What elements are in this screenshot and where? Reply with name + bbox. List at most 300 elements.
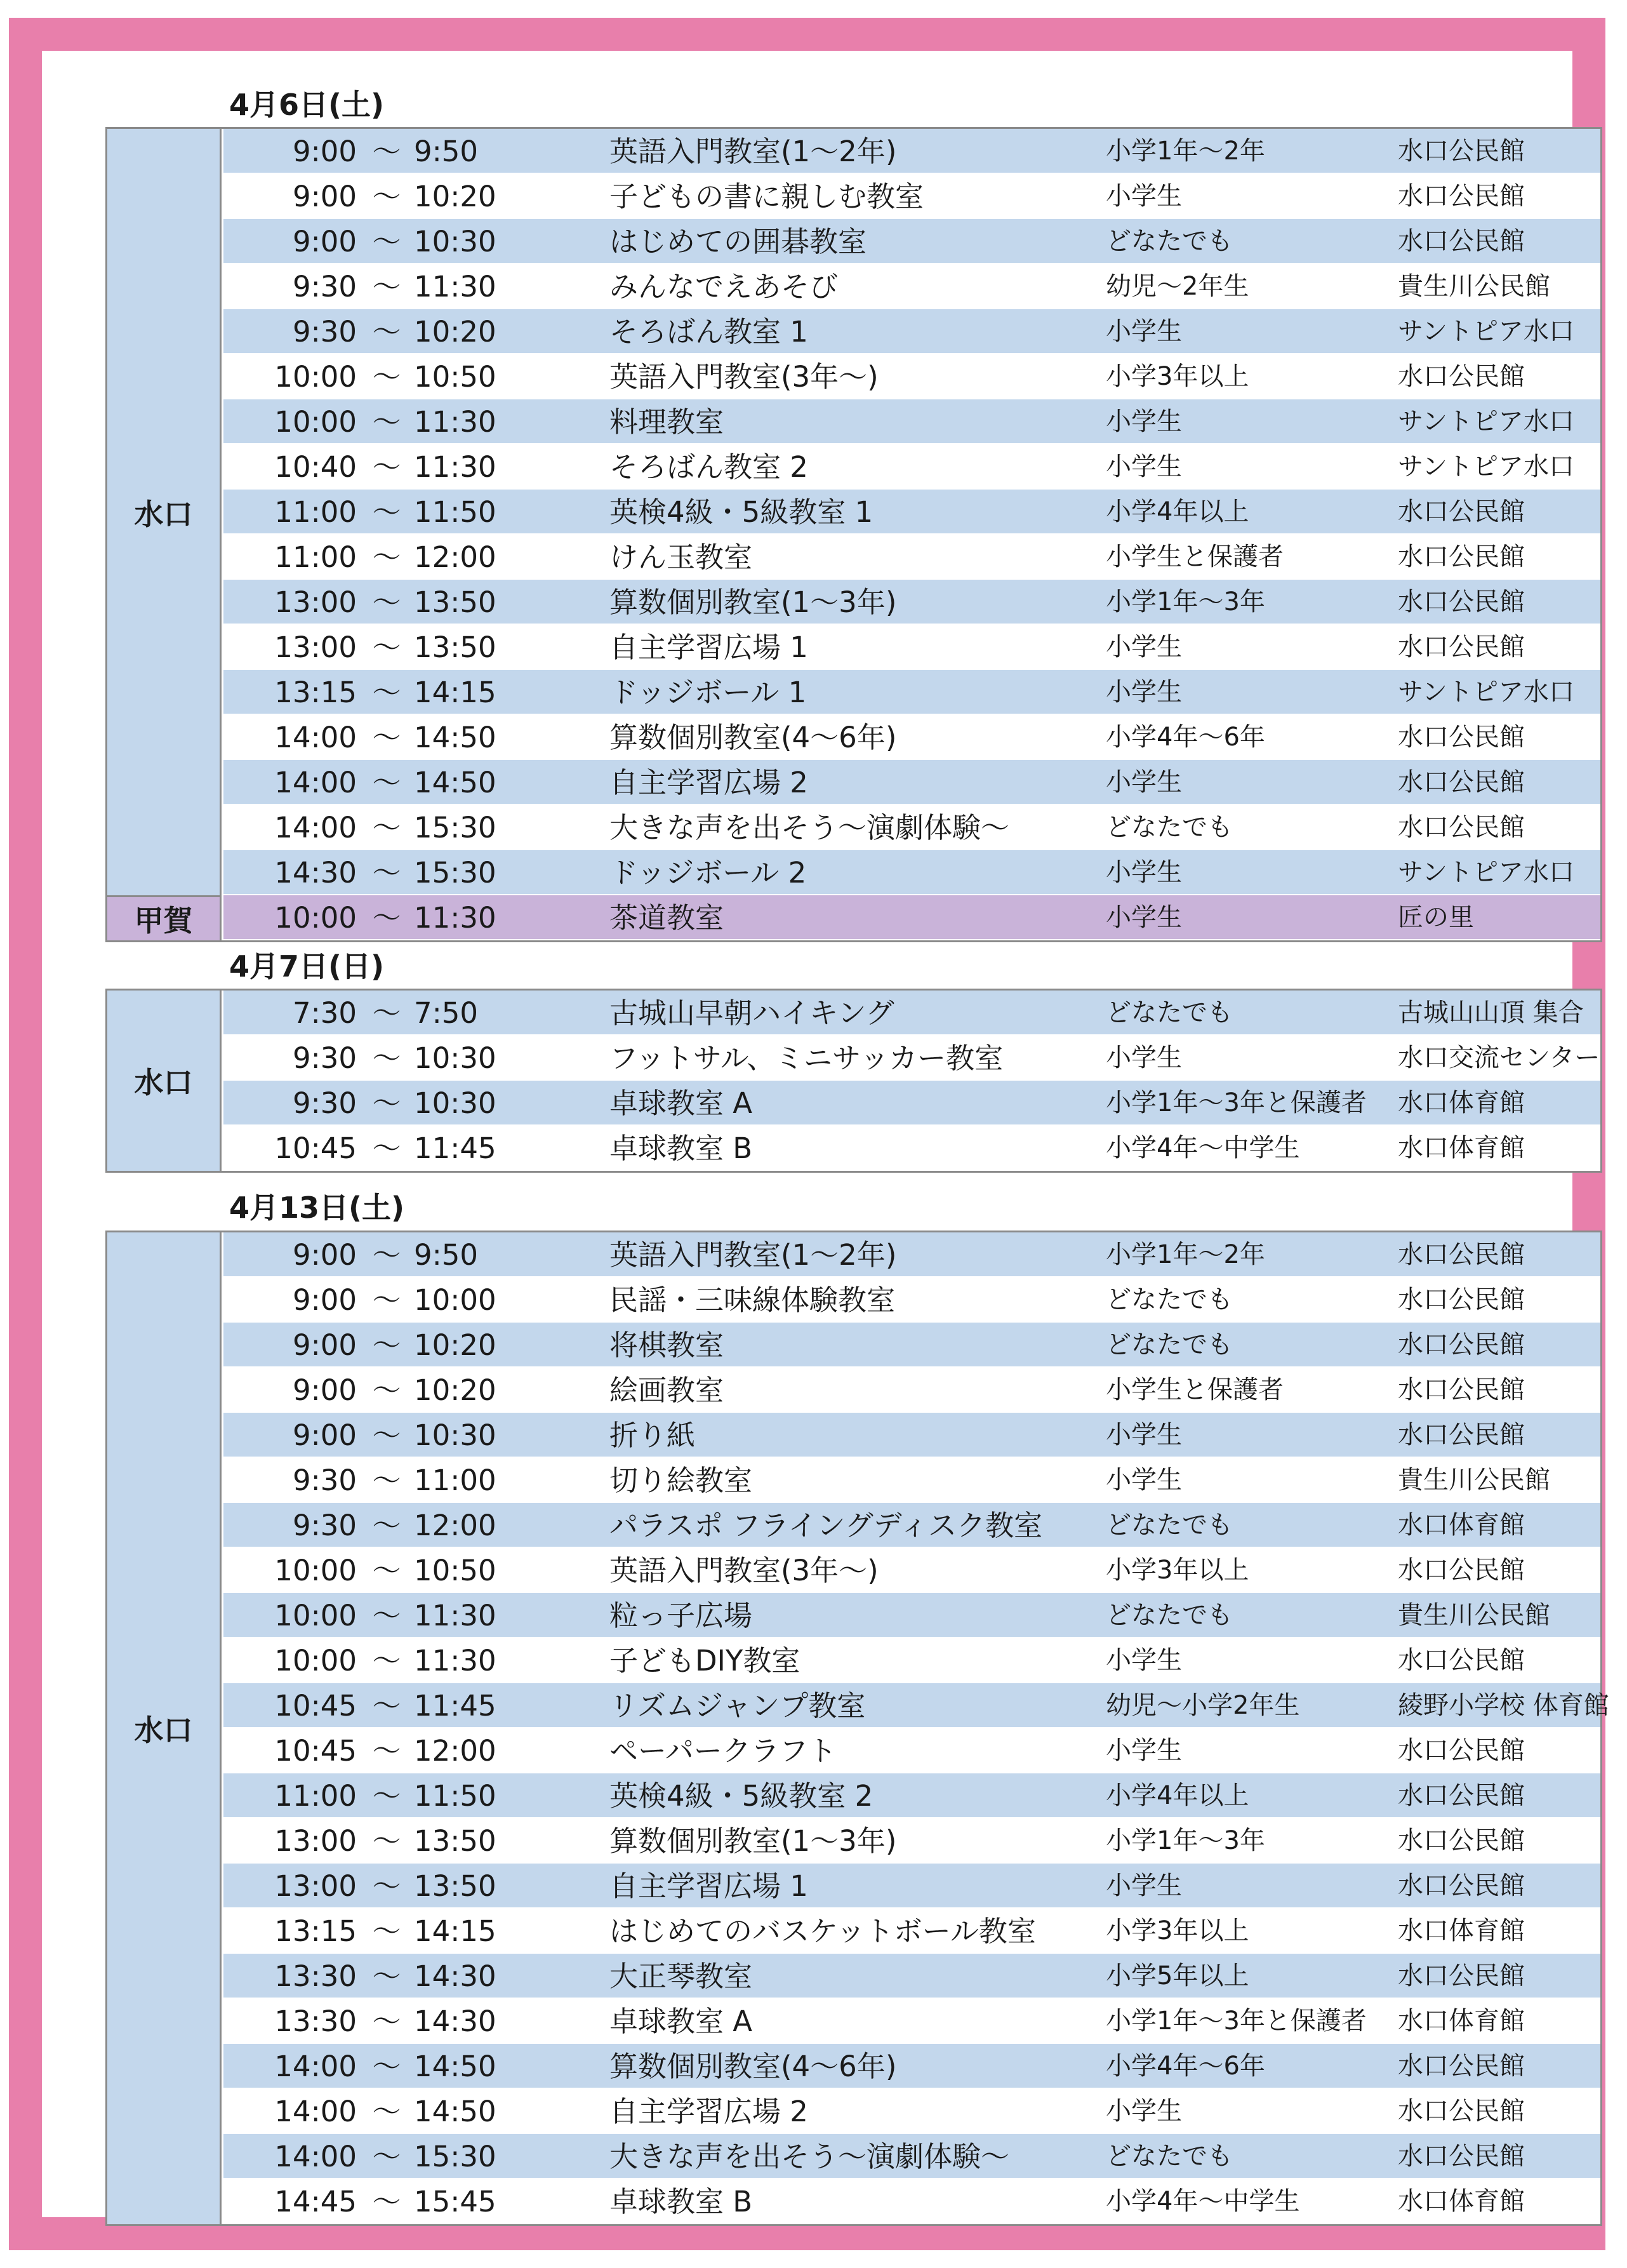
schedule-row xyxy=(223,1413,1600,1458)
event-venue: 水口体育館 xyxy=(1398,2006,1525,2036)
start-time: 9:00 xyxy=(292,1373,357,1407)
time-separator: ～ xyxy=(372,2005,401,2038)
event-venue: 水口公民館 xyxy=(1398,542,1525,571)
event-title: 算数個別教室(4～6年) xyxy=(609,2050,897,2083)
time-separator: ～ xyxy=(372,2050,401,2083)
time-separator: ～ xyxy=(372,405,401,439)
event-target: 小学生 xyxy=(1106,182,1182,211)
time-separator: ～ xyxy=(372,1914,401,1948)
end-time: 11:45 xyxy=(414,1689,496,1723)
end-time: 14:50 xyxy=(414,721,496,754)
start-time: 13:00 xyxy=(274,585,357,619)
end-time: 11:30 xyxy=(414,901,496,935)
start-time: 14:00 xyxy=(274,811,357,844)
end-time: 14:50 xyxy=(414,2095,496,2128)
time-separator: ～ xyxy=(372,1644,401,1678)
schedule-row xyxy=(223,1593,1600,1638)
event-target: 小学4年～6年 xyxy=(1106,2051,1265,2081)
end-time: 13:50 xyxy=(414,1824,496,1858)
time-separator: ～ xyxy=(372,811,401,844)
schedule-table xyxy=(105,989,1602,1173)
start-time: 9:00 xyxy=(292,180,357,213)
event-target: 小学生 xyxy=(1106,1646,1182,1675)
event-venue: 水口公民館 xyxy=(1398,1285,1525,1314)
schedule-row xyxy=(223,1683,1609,1728)
event-venue: 水口公民館 xyxy=(1398,497,1525,526)
event-target: 幼児～2年生 xyxy=(1106,272,1249,301)
time-separator: ～ xyxy=(372,1599,401,1632)
event-venue: 匠の里 xyxy=(1398,903,1474,932)
event-venue: 貴生川公民館 xyxy=(1398,272,1550,301)
start-time: 10:00 xyxy=(274,1644,357,1678)
schedule-row xyxy=(223,1999,1600,2044)
event-venue: 水口公民館 xyxy=(1398,1420,1525,1450)
event-venue: サントピア水口 xyxy=(1398,452,1574,481)
time-separator: ～ xyxy=(372,585,401,619)
time-separator: ～ xyxy=(372,1509,401,1542)
schedule-row xyxy=(223,1728,1600,1773)
event-title: 将棋教室 xyxy=(609,1328,724,1362)
event-venue: 水口公民館 xyxy=(1398,1826,1525,1855)
event-title: 卓球教室 A xyxy=(609,2005,753,2038)
event-target: どなたでも xyxy=(1106,1330,1233,1359)
event-target: 小学生 xyxy=(1106,677,1182,707)
schedule-row xyxy=(223,670,1600,715)
end-time: 11:50 xyxy=(414,1779,496,1813)
schedule-row xyxy=(223,625,1600,670)
region-label: 水口 xyxy=(107,991,222,1171)
end-time: 15:45 xyxy=(414,2185,496,2218)
schedule-row xyxy=(223,805,1600,850)
time-separator: ～ xyxy=(372,1689,401,1723)
event-venue: 水口公民館 xyxy=(1398,723,1525,752)
event-target: 小学生 xyxy=(1106,903,1182,932)
start-time: 10:00 xyxy=(274,1554,357,1587)
event-title: 英語入門教室(3年～) xyxy=(609,1554,879,1587)
end-time: 11:30 xyxy=(414,1644,496,1678)
start-time: 11:00 xyxy=(274,1779,357,1813)
event-venue: 水口公民館 xyxy=(1398,2097,1525,2126)
schedule-row xyxy=(223,1864,1600,1909)
event-target: 小学1年～3年 xyxy=(1106,587,1265,617)
time-separator: ～ xyxy=(372,1238,401,1272)
start-time: 13:30 xyxy=(274,2005,357,2038)
schedule-row xyxy=(223,1818,1600,1864)
end-time: 11:30 xyxy=(414,450,496,484)
event-title: はじめてのバスケットボール教室 xyxy=(609,1914,1036,1948)
start-time: 14:00 xyxy=(274,2140,357,2173)
event-title: はじめての囲碁教室 xyxy=(609,225,867,258)
schedule-row xyxy=(223,715,1600,760)
event-title: 大正琴教室 xyxy=(609,1959,753,1993)
event-target: 小学生と保護者 xyxy=(1106,1375,1284,1404)
schedule-row xyxy=(223,1548,1600,1593)
event-title: 茶道教室 xyxy=(609,901,724,935)
event-venue: 古城山山頂 集合 xyxy=(1398,998,1584,1027)
end-time: 11:30 xyxy=(414,270,496,304)
end-time: 10:00 xyxy=(414,1283,496,1317)
event-target: 小学4年～6年 xyxy=(1106,723,1265,752)
event-target: 小学生と保護者 xyxy=(1106,542,1284,571)
event-target: 小学生 xyxy=(1106,1043,1182,1072)
start-time: 13:00 xyxy=(274,1869,357,1903)
schedule-row xyxy=(223,1232,1600,1277)
start-time: 10:45 xyxy=(274,1131,357,1165)
event-target: 小学生 xyxy=(1106,1420,1182,1450)
time-separator: ～ xyxy=(372,450,401,484)
start-time: 9:00 xyxy=(292,1328,357,1362)
time-separator: ～ xyxy=(372,766,401,799)
time-separator: ～ xyxy=(372,1464,401,1497)
event-title: 自主学習広場 2 xyxy=(609,2095,808,2128)
end-time: 12:00 xyxy=(414,1509,496,1542)
time-separator: ～ xyxy=(372,2140,401,2173)
schedule-row xyxy=(223,1081,1600,1126)
start-time: 10:00 xyxy=(274,360,357,394)
time-separator: ～ xyxy=(372,270,401,304)
event-target: 小学生 xyxy=(1106,2097,1182,2126)
event-target: 小学生 xyxy=(1106,317,1182,346)
event-venue: 水口体育館 xyxy=(1398,1511,1525,1540)
event-target: 小学4年～中学生 xyxy=(1106,2187,1300,2216)
schedule-row xyxy=(223,1909,1600,1954)
end-time: 10:20 xyxy=(414,1373,496,1407)
end-time: 10:30 xyxy=(414,1041,496,1075)
schedule-row xyxy=(223,760,1600,805)
event-title: 料理教室 xyxy=(609,405,724,439)
event-target: どなたでも xyxy=(1106,1511,1233,1540)
schedule-row xyxy=(223,2044,1600,2089)
schedule-row xyxy=(223,219,1600,264)
end-time: 10:20 xyxy=(414,1328,496,1362)
time-separator: ～ xyxy=(372,1554,401,1587)
time-separator: ～ xyxy=(372,1373,401,1407)
region-label: 水口 xyxy=(107,129,222,895)
event-venue: 水口公民館 xyxy=(1398,1646,1525,1675)
schedule-row xyxy=(223,309,1600,354)
time-separator: ～ xyxy=(372,2095,401,2128)
event-venue: 水口公民館 xyxy=(1398,137,1525,166)
event-venue: 水口公民館 xyxy=(1398,1736,1525,1765)
time-separator: ～ xyxy=(372,1824,401,1858)
event-title: 英語入門教室(1～2年) xyxy=(609,135,897,168)
schedule-table xyxy=(105,127,1602,942)
start-time: 13:00 xyxy=(274,630,357,664)
time-separator: ～ xyxy=(372,180,401,213)
end-time: 10:20 xyxy=(414,315,496,349)
event-venue: 水口公民館 xyxy=(1398,587,1525,617)
end-time: 14:15 xyxy=(414,1914,496,1948)
start-time: 9:30 xyxy=(292,1041,357,1075)
event-title: ドッジボール 1 xyxy=(609,676,807,709)
event-title: けん玉教室 xyxy=(609,540,753,574)
time-separator: ～ xyxy=(372,540,401,574)
start-time: 10:00 xyxy=(274,405,357,439)
end-time: 13:50 xyxy=(414,585,496,619)
event-target: 小学生 xyxy=(1106,1736,1182,1765)
start-time: 14:00 xyxy=(274,721,357,754)
time-separator: ～ xyxy=(372,1131,401,1165)
schedule-row xyxy=(223,264,1600,309)
end-time: 15:30 xyxy=(414,856,496,890)
end-time: 14:30 xyxy=(414,1959,496,1993)
end-time: 10:20 xyxy=(414,180,496,213)
event-title: 卓球教室 A xyxy=(609,1086,753,1120)
time-separator: ～ xyxy=(372,996,401,1030)
end-time: 10:30 xyxy=(414,1418,496,1452)
schedule-row xyxy=(223,1458,1600,1503)
event-title: ペーパークラフト xyxy=(609,1734,837,1768)
end-time: 15:30 xyxy=(414,811,496,844)
event-venue: 水口公民館 xyxy=(1398,1961,1525,1991)
event-venue: 水口公民館 xyxy=(1398,2051,1525,2081)
start-time: 13:00 xyxy=(274,1824,357,1858)
end-time: 7:50 xyxy=(414,996,479,1030)
time-separator: ～ xyxy=(372,1869,401,1903)
event-target: どなたでも xyxy=(1106,1285,1233,1314)
schedule-row xyxy=(223,129,1600,174)
event-venue: 水口公民館 xyxy=(1398,1240,1525,1269)
schedule-table xyxy=(105,1231,1609,2226)
event-venue: 水口体育館 xyxy=(1398,2187,1525,2216)
event-target: 小学生 xyxy=(1106,768,1182,797)
date-heading: 4月7日(日) xyxy=(229,949,385,984)
schedule-row xyxy=(223,535,1600,580)
event-target: どなたでも xyxy=(1106,227,1233,256)
end-time: 11:30 xyxy=(414,405,496,439)
end-time: 11:45 xyxy=(414,1131,496,1165)
schedule-row xyxy=(223,1368,1600,1413)
event-title: 算数個別教室(4～6年) xyxy=(609,721,897,754)
event-target: 小学3年以上 xyxy=(1106,1916,1249,1945)
start-time: 9:00 xyxy=(292,1283,357,1317)
event-target: どなたでも xyxy=(1106,998,1233,1027)
page-frame xyxy=(9,18,1609,2250)
event-target: 小学1年～2年 xyxy=(1106,1240,1265,1269)
event-target: 小学5年以上 xyxy=(1106,1961,1249,1991)
event-venue: 水口公民館 xyxy=(1398,1556,1525,1585)
start-time: 11:00 xyxy=(274,540,357,574)
region-label: 甲賀 xyxy=(107,895,222,940)
event-title: 大きな声を出そう～演劇体験～ xyxy=(609,2140,1010,2173)
schedule-row xyxy=(223,580,1600,625)
event-venue: 水口公民館 xyxy=(1398,1330,1525,1359)
event-title: みんなでえあそび xyxy=(609,270,839,304)
end-time: 14:15 xyxy=(414,676,496,709)
time-separator: ～ xyxy=(372,721,401,754)
end-time: 11:50 xyxy=(414,495,496,529)
event-venue: 綾野小学校 体育館 xyxy=(1398,1691,1609,1720)
event-title: フットサル、ミニサッカー教室 xyxy=(609,1041,1004,1075)
event-venue: 水口公民館 xyxy=(1398,632,1525,662)
schedule-row xyxy=(223,895,1600,940)
time-separator: ～ xyxy=(372,1041,401,1075)
event-venue: 水口公民館 xyxy=(1398,362,1525,391)
event-venue: 貴生川公民館 xyxy=(1398,1465,1550,1495)
end-time: 10:50 xyxy=(414,1554,496,1587)
end-time: 10:50 xyxy=(414,360,496,394)
event-target: 小学4年以上 xyxy=(1106,497,1249,526)
end-time: 12:00 xyxy=(414,540,496,574)
end-time: 9:50 xyxy=(414,1238,479,1272)
event-target: 小学1年～3年と保護者 xyxy=(1106,2006,1367,2036)
event-venue: 水口公民館 xyxy=(1398,182,1525,211)
event-title: そろばん教室 1 xyxy=(609,315,808,349)
start-time: 14:00 xyxy=(274,766,357,799)
end-time: 14:50 xyxy=(414,766,496,799)
event-venue: 水口公民館 xyxy=(1398,1375,1525,1404)
event-venue: 水口公民館 xyxy=(1398,813,1525,842)
event-target: 小学4年～中学生 xyxy=(1106,1133,1300,1163)
start-time: 10:40 xyxy=(274,450,357,484)
schedule-row xyxy=(223,1503,1600,1548)
time-separator: ～ xyxy=(372,135,401,168)
schedule-row xyxy=(223,2089,1600,2134)
start-time: 14:45 xyxy=(274,2185,357,2218)
start-time: 9:30 xyxy=(292,1464,357,1497)
event-title: 英語入門教室(3年～) xyxy=(609,360,879,394)
event-target: どなたでも xyxy=(1106,1601,1233,1630)
event-target: 小学生 xyxy=(1106,452,1182,481)
start-time: 13:30 xyxy=(274,1959,357,1993)
start-time: 10:45 xyxy=(274,1734,357,1768)
schedule-row xyxy=(223,1126,1600,1171)
event-venue: 水口公民館 xyxy=(1398,227,1525,256)
event-title: 絵画教室 xyxy=(609,1373,724,1407)
end-time: 9:50 xyxy=(414,135,479,168)
event-title: そろばん教室 2 xyxy=(609,450,808,484)
end-time: 11:00 xyxy=(414,1464,496,1497)
schedule-row xyxy=(223,1323,1600,1368)
schedule-row xyxy=(223,174,1600,219)
schedule-row xyxy=(223,444,1600,490)
schedule-row xyxy=(223,1954,1600,1999)
event-target: 小学生 xyxy=(1106,858,1182,887)
event-venue: サントピア水口 xyxy=(1398,677,1574,707)
event-title: 切り絵教室 xyxy=(609,1464,753,1497)
time-separator: ～ xyxy=(372,676,401,709)
event-venue: 水口交流センター xyxy=(1398,1043,1600,1072)
end-time: 12:00 xyxy=(414,1734,496,1768)
end-time: 13:50 xyxy=(414,630,496,664)
date-heading: 4月6日(土) xyxy=(229,88,385,122)
start-time: 9:00 xyxy=(292,135,357,168)
schedule-row xyxy=(223,850,1600,895)
event-target: どなたでも xyxy=(1106,2142,1233,2171)
event-title: 算数個別教室(1～3年) xyxy=(609,1824,897,1858)
event-target: 小学生 xyxy=(1106,407,1182,436)
event-title: 民謡・三味線体験教室 xyxy=(609,1283,896,1317)
end-time: 14:30 xyxy=(414,2005,496,2038)
start-time: 9:30 xyxy=(292,1509,357,1542)
end-time: 14:50 xyxy=(414,2050,496,2083)
time-separator: ～ xyxy=(372,1779,401,1813)
start-time: 9:30 xyxy=(292,270,357,304)
event-target: 小学1年～3年と保護者 xyxy=(1106,1088,1367,1117)
time-separator: ～ xyxy=(372,1734,401,1768)
event-title: 卓球教室 B xyxy=(609,1131,753,1165)
start-time: 7:30 xyxy=(292,996,357,1030)
start-time: 14:00 xyxy=(274,2050,357,2083)
start-time: 14:30 xyxy=(274,856,357,890)
schedule-row xyxy=(223,991,1600,1036)
event-title: 自主学習広場 1 xyxy=(609,630,808,664)
event-venue: 水口公民館 xyxy=(1398,1781,1525,1810)
time-separator: ～ xyxy=(372,315,401,349)
time-separator: ～ xyxy=(372,630,401,664)
time-separator: ～ xyxy=(372,1959,401,1993)
start-time: 13:15 xyxy=(274,1914,357,1948)
event-title: 子どもDIY教室 xyxy=(609,1644,800,1678)
event-venue: サントピア水口 xyxy=(1398,407,1574,436)
event-target: 小学生 xyxy=(1106,1871,1182,1900)
event-title: 英検4級・5級教室 2 xyxy=(609,1779,873,1813)
start-time: 13:15 xyxy=(274,676,357,709)
start-time: 10:00 xyxy=(274,1599,357,1632)
date-heading: 4月13日(土) xyxy=(229,1191,405,1225)
schedule-row xyxy=(223,490,1600,535)
event-target: 小学生 xyxy=(1106,1465,1182,1495)
event-target: 小学4年以上 xyxy=(1106,1781,1249,1810)
schedule-row xyxy=(223,399,1600,444)
event-title: 自主学習広場 1 xyxy=(609,1869,808,1903)
end-time: 13:50 xyxy=(414,1869,496,1903)
event-title: パラスポ フライングディスク教室 xyxy=(609,1509,1043,1542)
event-title: 英語入門教室(1～2年) xyxy=(609,1238,897,1272)
start-time: 14:00 xyxy=(274,2095,357,2128)
end-time: 10:30 xyxy=(414,1086,496,1120)
event-title: 子どもの書に親しむ教室 xyxy=(609,180,924,213)
event-title: 卓球教室 B xyxy=(609,2185,753,2218)
event-venue: 水口体育館 xyxy=(1398,1133,1525,1163)
event-target: 小学3年以上 xyxy=(1106,362,1249,391)
schedule-row xyxy=(223,1277,1600,1323)
event-title: 折り紙 xyxy=(609,1418,696,1452)
end-time: 15:30 xyxy=(414,2140,496,2173)
time-separator: ～ xyxy=(372,901,401,935)
event-title: ドッジボール 2 xyxy=(609,856,807,890)
start-time: 9:30 xyxy=(292,1086,357,1120)
end-time: 11:30 xyxy=(414,1599,496,1632)
start-time: 9:00 xyxy=(292,225,357,258)
event-title: 自主学習広場 2 xyxy=(609,766,808,799)
event-title: 算数個別教室(1～3年) xyxy=(609,585,897,619)
event-title: 大きな声を出そう～演劇体験～ xyxy=(609,811,1010,844)
start-time: 11:00 xyxy=(274,495,357,529)
time-separator: ～ xyxy=(372,360,401,394)
event-title: リズムジャンプ教室 xyxy=(609,1689,866,1723)
end-time: 10:30 xyxy=(414,225,496,258)
event-title: 古城山早朝ハイキング xyxy=(609,996,894,1030)
event-target: 小学1年～3年 xyxy=(1106,1826,1265,1855)
time-separator: ～ xyxy=(372,1283,401,1317)
time-separator: ～ xyxy=(372,1086,401,1120)
event-venue: 水口体育館 xyxy=(1398,1916,1525,1945)
start-time: 10:45 xyxy=(274,1689,357,1723)
start-time: 9:00 xyxy=(292,1418,357,1452)
event-target: 小学3年以上 xyxy=(1106,1556,1249,1585)
schedule-row xyxy=(223,2179,1600,2224)
time-separator: ～ xyxy=(372,2185,401,2218)
schedule-row xyxy=(223,354,1600,399)
start-time: 9:30 xyxy=(292,315,357,349)
event-venue: 水口体育館 xyxy=(1398,1088,1525,1117)
time-separator: ～ xyxy=(372,1328,401,1362)
schedule-row xyxy=(223,1036,1600,1081)
event-target: 小学生 xyxy=(1106,632,1182,662)
event-title: 粒っ子広場 xyxy=(609,1599,753,1632)
event-title: 英検4級・5級教室 1 xyxy=(609,495,873,529)
